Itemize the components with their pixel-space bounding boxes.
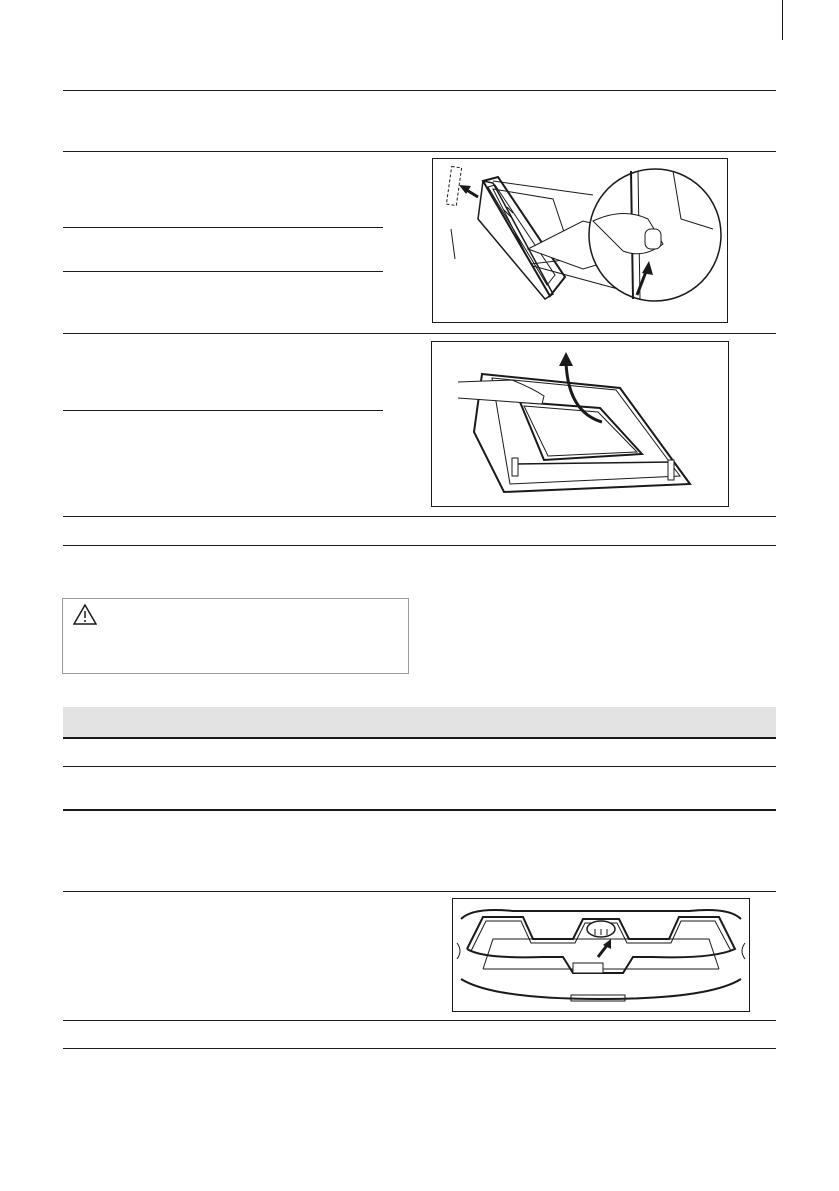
section-rule: [63, 90, 776, 91]
table-rule: [63, 809, 776, 811]
section-rule: [63, 1020, 776, 1021]
warning-triangle-icon: [73, 603, 97, 625]
table-rule: [63, 766, 776, 767]
row-rule: [63, 227, 383, 228]
section-rule: [63, 151, 776, 152]
glass-panel-illustration: [432, 342, 728, 506]
section-rule: [63, 891, 776, 892]
section-rule: [63, 1048, 776, 1049]
row-rule: [63, 271, 383, 272]
section-rule: [63, 545, 776, 546]
crop-mark: [782, 0, 783, 40]
section-rule: [63, 333, 776, 334]
row-rule: [63, 410, 383, 411]
door-removal-figure: [432, 158, 728, 323]
door-removal-illustration: [433, 159, 727, 322]
section-rule: [63, 516, 776, 517]
glass-panel-figure: [431, 341, 729, 507]
oven-cavity-illustration: [453, 899, 749, 1011]
table-header-band: [63, 707, 776, 739]
warning-box: [62, 598, 409, 674]
oven-cavity-figure: [452, 898, 750, 1012]
